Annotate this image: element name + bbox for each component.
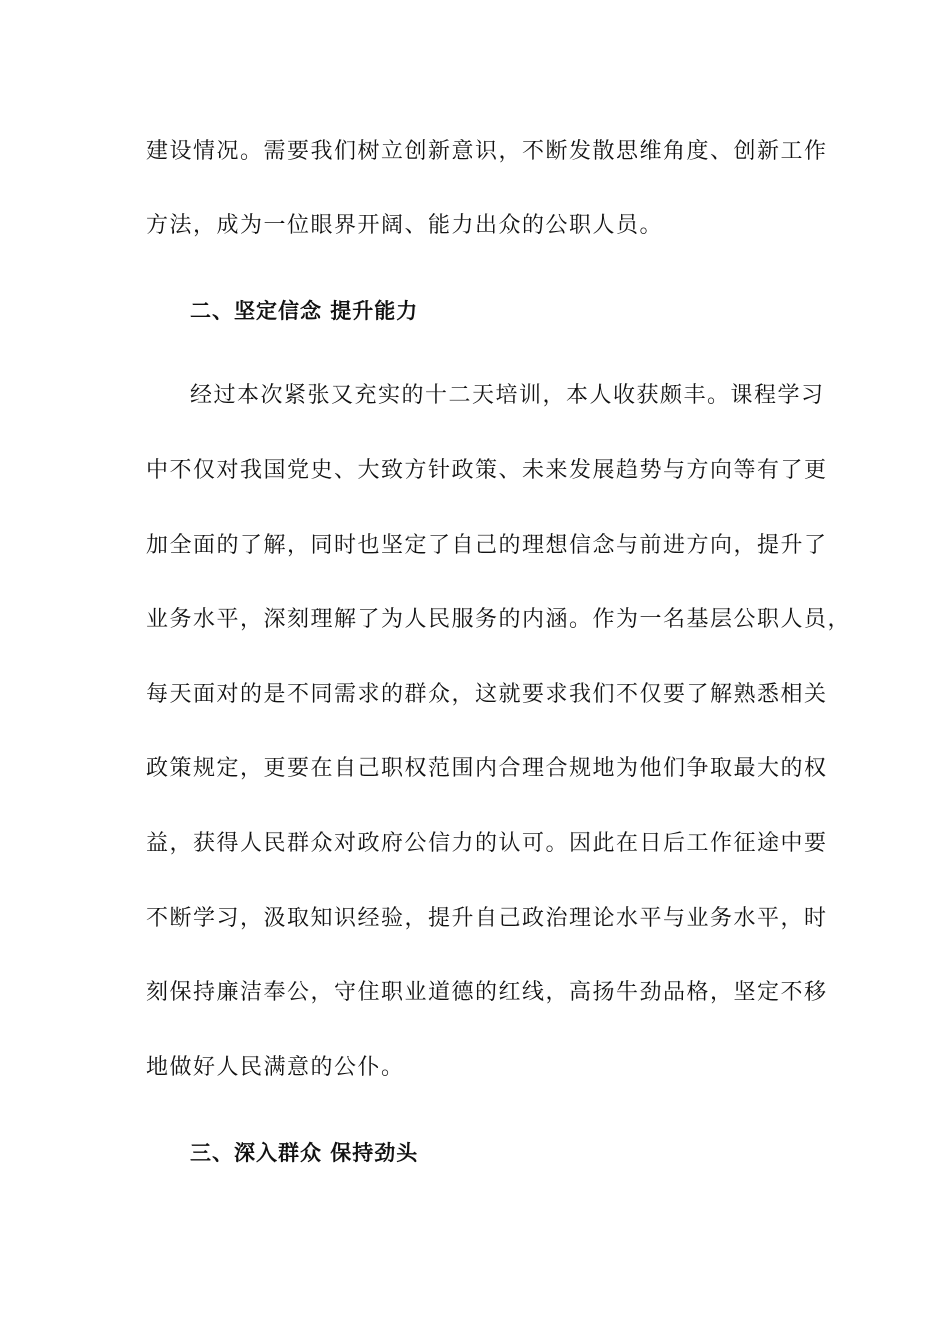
paragraph-line: 加全面的了解，同时也坚定了自己的理想信念与前进方向，提升了	[146, 533, 828, 558]
paragraph-line: 中不仅对我国党史、大致方针政策、未来发展趋势与方向等有了更	[146, 458, 828, 483]
paragraph-line: 不断学习，汲取知识经验，提升自己政治理论水平与业务水平，时	[146, 906, 828, 931]
paragraph-line: 建设情况。需要我们树立创新意识，不断发散思维角度、创新工作	[146, 139, 828, 164]
paragraph-line: 经过本次紧张又充实的十二天培训，本人收获颇丰。课程学习	[190, 383, 825, 408]
paragraph-line: 方法，成为一位眼界开阔、能力出众的公职人员。	[146, 213, 664, 238]
section-heading-three: 三、深入群众 保持劲头	[190, 1141, 419, 1165]
paragraph-line: 政策规定，更要在自己职权范围内合理合规地为他们争取最大的权	[146, 756, 828, 781]
paragraph-line: 每天面对的是不同需求的群众，这就要求我们不仅要了解熟悉相关	[146, 682, 828, 707]
section-heading-two: 二、坚定信念 提升能力	[190, 299, 419, 323]
paragraph-line: 业务水平，深刻理解了为人民服务的内涵。作为一名基层公职人员，	[146, 607, 852, 632]
paragraph-line: 地做好人民满意的公仆。	[146, 1055, 405, 1080]
paragraph-line: 益，获得人民群众对政府公信力的认可。因此在日后工作征途中要	[146, 831, 828, 856]
paragraph-line: 刻保持廉洁奉公，守住职业道德的红线，高扬牛劲品格，坚定不移	[146, 980, 828, 1005]
